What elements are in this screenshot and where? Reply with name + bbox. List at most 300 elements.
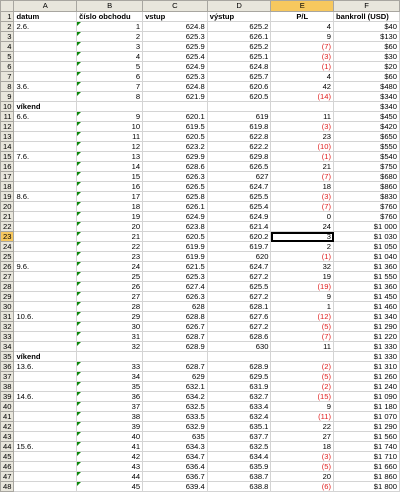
bankroll-cell[interactable]: $1 030 <box>334 232 400 242</box>
date-cell[interactable]: 10.6. <box>14 312 77 322</box>
bankroll-cell[interactable]: $650 <box>334 132 400 142</box>
pl-cell[interactable]: 23 <box>271 132 334 142</box>
trade-number-cell[interactable]: 32 <box>77 342 143 352</box>
pl-cell[interactable]: (3) <box>271 452 334 462</box>
exit-cell[interactable]: 620.2 <box>207 232 271 242</box>
row-header[interactable]: 39 <box>1 392 14 402</box>
trade-number-cell[interactable] <box>77 352 143 362</box>
row-header[interactable]: 31 <box>1 312 14 322</box>
trade-number-cell[interactable]: 5 <box>77 62 143 72</box>
row-header[interactable]: 30 <box>1 302 14 312</box>
bankroll-cell[interactable]: $1 550 <box>334 272 400 282</box>
exit-cell[interactable]: 619.7 <box>207 242 271 252</box>
trade-number-cell[interactable]: 4 <box>77 52 143 62</box>
date-cell[interactable] <box>14 292 77 302</box>
trade-number-cell[interactable]: 41 <box>77 442 143 452</box>
bankroll-cell[interactable]: $480 <box>334 82 400 92</box>
pl-cell[interactable]: 18 <box>271 182 334 192</box>
exit-cell[interactable]: 638.8 <box>207 482 271 492</box>
exit-cell[interactable] <box>207 352 271 362</box>
date-cell[interactable]: 9.6. <box>14 262 77 272</box>
exit-cell[interactable]: 625.5 <box>207 192 271 202</box>
trade-number-cell[interactable]: 17 <box>77 192 143 202</box>
date-cell[interactable] <box>14 52 77 62</box>
trade-number-cell[interactable]: 45 <box>77 482 143 492</box>
pl-cell[interactable]: (2) <box>271 382 334 392</box>
entry-cell[interactable]: 628.7 <box>143 362 208 372</box>
row-header[interactable]: 36 <box>1 362 14 372</box>
trade-number-cell[interactable]: 16 <box>77 182 143 192</box>
trade-number-cell[interactable]: 39 <box>77 422 143 432</box>
trade-number-cell[interactable]: 10 <box>77 122 143 132</box>
entry-cell[interactable]: 624.9 <box>143 212 208 222</box>
entry-cell[interactable]: 628.6 <box>143 162 208 172</box>
exit-cell[interactable]: 628.6 <box>207 332 271 342</box>
bankroll-cell[interactable]: $1 000 <box>334 222 400 232</box>
date-cell[interactable]: 8.6. <box>14 192 77 202</box>
column-header-a[interactable]: A <box>14 1 77 12</box>
trade-number-cell[interactable]: 37 <box>77 402 143 412</box>
row-header[interactable]: 12 <box>1 122 14 132</box>
header-cell-pl[interactable]: P/L <box>271 12 334 22</box>
exit-cell[interactable]: 625.5 <box>207 282 271 292</box>
bankroll-cell[interactable]: $40 <box>334 22 400 32</box>
row-header[interactable]: 43 <box>1 432 14 442</box>
bankroll-cell[interactable]: $60 <box>334 72 400 82</box>
date-cell[interactable] <box>14 272 77 282</box>
exit-cell[interactable]: 624.7 <box>207 182 271 192</box>
bankroll-cell[interactable]: $1 450 <box>334 292 400 302</box>
pl-cell[interactable]: 9 <box>271 292 334 302</box>
date-cell[interactable] <box>14 172 77 182</box>
trade-number-cell[interactable]: 42 <box>77 452 143 462</box>
exit-cell[interactable]: 626.5 <box>207 162 271 172</box>
exit-cell[interactable]: 631.9 <box>207 382 271 392</box>
date-cell[interactable] <box>14 222 77 232</box>
trade-number-cell[interactable]: 44 <box>77 472 143 482</box>
bankroll-cell[interactable]: $420 <box>334 122 400 132</box>
date-cell[interactable] <box>14 212 77 222</box>
trade-number-cell[interactable]: 22 <box>77 242 143 252</box>
date-cell[interactable] <box>14 432 77 442</box>
pl-cell[interactable]: (1) <box>271 252 334 262</box>
row-header[interactable]: 25 <box>1 252 14 262</box>
pl-cell[interactable]: 27 <box>271 432 334 442</box>
row-header[interactable]: 19 <box>1 192 14 202</box>
row-header[interactable]: 34 <box>1 342 14 352</box>
date-cell[interactable] <box>14 422 77 432</box>
row-header[interactable]: 15 <box>1 152 14 162</box>
exit-cell[interactable]: 635.1 <box>207 422 271 432</box>
trade-number-cell[interactable]: 8 <box>77 92 143 102</box>
entry-cell[interactable]: 632.9 <box>143 422 208 432</box>
row-header[interactable]: 46 <box>1 462 14 472</box>
row-header[interactable]: 40 <box>1 402 14 412</box>
trade-number-cell[interactable]: 24 <box>77 262 143 272</box>
pl-cell[interactable]: (1) <box>271 62 334 72</box>
bankroll-cell[interactable]: $1 800 <box>334 482 400 492</box>
date-cell[interactable] <box>14 402 77 412</box>
date-cell[interactable] <box>14 42 77 52</box>
row-header[interactable]: 47 <box>1 472 14 482</box>
trade-number-cell[interactable]: 31 <box>77 332 143 342</box>
bankroll-cell[interactable]: $760 <box>334 212 400 222</box>
row-header[interactable]: 6 <box>1 62 14 72</box>
date-cell[interactable] <box>14 302 77 312</box>
pl-cell[interactable]: 0 <box>271 212 334 222</box>
pl-cell[interactable]: 4 <box>271 22 334 32</box>
row-header[interactable]: 35 <box>1 352 14 362</box>
exit-cell[interactable]: 632.7 <box>207 392 271 402</box>
entry-cell[interactable]: 621.9 <box>143 92 208 102</box>
pl-cell[interactable]: 2 <box>271 242 334 252</box>
trade-number-cell[interactable]: 2 <box>77 32 143 42</box>
pl-cell[interactable]: (19) <box>271 282 334 292</box>
exit-cell[interactable]: 625.2 <box>207 22 271 32</box>
exit-cell[interactable]: 627 <box>207 172 271 182</box>
entry-cell[interactable]: 623.2 <box>143 142 208 152</box>
pl-cell[interactable]: (12) <box>271 312 334 322</box>
date-cell[interactable] <box>14 142 77 152</box>
pl-cell[interactable]: (3) <box>271 122 334 132</box>
exit-cell[interactable]: 635.9 <box>207 462 271 472</box>
trade-number-cell[interactable]: 18 <box>77 202 143 212</box>
header-cell-datum[interactable]: datum <box>14 12 77 22</box>
row-header[interactable]: 10 <box>1 102 14 112</box>
exit-cell[interactable]: 634.4 <box>207 452 271 462</box>
date-cell[interactable] <box>14 482 77 492</box>
pl-cell[interactable]: (7) <box>271 172 334 182</box>
exit-cell[interactable]: 627.2 <box>207 272 271 282</box>
entry-cell[interactable]: 632.5 <box>143 402 208 412</box>
bankroll-cell[interactable]: $1 290 <box>334 322 400 332</box>
exit-cell[interactable]: 637.7 <box>207 432 271 442</box>
bankroll-cell[interactable]: $1 290 <box>334 422 400 432</box>
row-header[interactable]: 22 <box>1 222 14 232</box>
row-header[interactable]: 21 <box>1 212 14 222</box>
trade-number-cell[interactable]: 19 <box>77 212 143 222</box>
entry-cell[interactable]: 621.5 <box>143 262 208 272</box>
date-cell[interactable] <box>14 122 77 132</box>
bankroll-cell[interactable]: $1 310 <box>334 362 400 372</box>
date-cell[interactable] <box>14 242 77 252</box>
entry-cell[interactable]: 620.1 <box>143 112 208 122</box>
exit-cell[interactable]: 629.8 <box>207 152 271 162</box>
trade-number-cell[interactable]: 1 <box>77 22 143 32</box>
date-cell[interactable] <box>14 162 77 172</box>
exit-cell[interactable]: 633.4 <box>207 402 271 412</box>
exit-cell[interactable]: 625.1 <box>207 52 271 62</box>
exit-cell[interactable]: 630 <box>207 342 271 352</box>
bankroll-cell[interactable]: $1 340 <box>334 312 400 322</box>
trade-number-cell[interactable]: 12 <box>77 142 143 152</box>
row-header[interactable]: 32 <box>1 322 14 332</box>
entry-cell[interactable]: 625.9 <box>143 42 208 52</box>
bankroll-cell[interactable]: $830 <box>334 192 400 202</box>
trade-number-cell[interactable]: 11 <box>77 132 143 142</box>
date-cell[interactable] <box>14 232 77 242</box>
exit-cell[interactable]: 625.7 <box>207 72 271 82</box>
column-header-e[interactable]: E <box>271 1 334 12</box>
bankroll-cell[interactable]: $1 260 <box>334 372 400 382</box>
select-all-corner[interactable] <box>1 1 14 12</box>
trade-number-cell[interactable]: 28 <box>77 302 143 312</box>
row-header[interactable]: 26 <box>1 262 14 272</box>
exit-cell[interactable]: 627.6 <box>207 312 271 322</box>
row-header[interactable]: 17 <box>1 172 14 182</box>
bankroll-cell[interactable]: $1 070 <box>334 412 400 422</box>
entry-cell[interactable]: 634.3 <box>143 442 208 452</box>
row-header[interactable]: 38 <box>1 382 14 392</box>
trade-number-cell[interactable]: 9 <box>77 112 143 122</box>
entry-cell[interactable]: 619.9 <box>143 252 208 262</box>
bankroll-cell[interactable]: $1 740 <box>334 442 400 452</box>
exit-cell[interactable]: 625.4 <box>207 202 271 212</box>
pl-cell[interactable]: (3) <box>271 52 334 62</box>
bankroll-cell[interactable]: $1 660 <box>334 462 400 472</box>
bankroll-cell[interactable]: $30 <box>334 52 400 62</box>
entry-cell[interactable]: 628 <box>143 302 208 312</box>
date-cell[interactable] <box>14 462 77 472</box>
bankroll-cell[interactable]: $760 <box>334 202 400 212</box>
date-cell[interactable] <box>14 92 77 102</box>
pl-cell[interactable]: (5) <box>271 462 334 472</box>
entry-cell[interactable]: 626.7 <box>143 322 208 332</box>
bankroll-cell[interactable]: $1 090 <box>334 392 400 402</box>
row-header[interactable]: 24 <box>1 242 14 252</box>
bankroll-cell[interactable]: $750 <box>334 162 400 172</box>
exit-cell[interactable]: 629.5 <box>207 372 271 382</box>
date-cell[interactable]: 14.6. <box>14 392 77 402</box>
entry-cell[interactable]: 639.4 <box>143 482 208 492</box>
date-cell[interactable] <box>14 132 77 142</box>
entry-cell[interactable]: 624.8 <box>143 22 208 32</box>
row-header[interactable]: 3 <box>1 32 14 42</box>
row-header[interactable]: 37 <box>1 372 14 382</box>
row-header[interactable]: 9 <box>1 92 14 102</box>
column-header-f[interactable]: F <box>334 1 400 12</box>
trade-number-cell[interactable]: 13 <box>77 152 143 162</box>
row-header[interactable]: 23 <box>1 232 14 242</box>
entry-cell[interactable]: 624.9 <box>143 62 208 72</box>
date-cell[interactable] <box>14 382 77 392</box>
date-cell[interactable] <box>14 472 77 482</box>
exit-cell[interactable]: 624.9 <box>207 212 271 222</box>
date-cell[interactable]: 6.6. <box>14 112 77 122</box>
row-header[interactable]: 4 <box>1 42 14 52</box>
entry-cell[interactable]: 634.7 <box>143 452 208 462</box>
bankroll-cell[interactable]: $1 220 <box>334 332 400 342</box>
row-header[interactable]: 48 <box>1 482 14 492</box>
date-cell[interactable] <box>14 372 77 382</box>
row-header[interactable]: 8 <box>1 82 14 92</box>
trade-number-cell[interactable]: 29 <box>77 312 143 322</box>
date-cell[interactable] <box>14 182 77 192</box>
trade-number-cell[interactable]: 3 <box>77 42 143 52</box>
date-cell[interactable] <box>14 252 77 262</box>
entry-cell[interactable]: 636.7 <box>143 472 208 482</box>
entry-cell[interactable] <box>143 352 208 362</box>
trade-number-cell[interactable]: 15 <box>77 172 143 182</box>
trade-number-cell[interactable]: 27 <box>77 292 143 302</box>
exit-cell[interactable]: 619 <box>207 112 271 122</box>
exit-cell[interactable]: 632.4 <box>207 412 271 422</box>
row-header[interactable]: 44 <box>1 442 14 452</box>
trade-number-cell[interactable]: 20 <box>77 222 143 232</box>
pl-cell[interactable]: 4 <box>271 72 334 82</box>
entry-cell[interactable]: 620.5 <box>143 232 208 242</box>
exit-cell[interactable]: 624.7 <box>207 262 271 272</box>
bankroll-cell[interactable]: $860 <box>334 182 400 192</box>
bankroll-cell[interactable]: $550 <box>334 142 400 152</box>
entry-cell[interactable]: 626.3 <box>143 292 208 302</box>
entry-cell[interactable]: 625.3 <box>143 32 208 42</box>
row-header[interactable]: 13 <box>1 132 14 142</box>
bankroll-cell[interactable]: $1 330 <box>334 342 400 352</box>
date-cell[interactable]: 2.6. <box>14 22 77 32</box>
trade-number-cell[interactable]: 38 <box>77 412 143 422</box>
bankroll-cell[interactable]: $1 330 <box>334 352 400 362</box>
pl-cell[interactable]: 21 <box>271 162 334 172</box>
date-cell[interactable] <box>14 412 77 422</box>
exit-cell[interactable]: 621.4 <box>207 222 271 232</box>
entry-cell[interactable]: 632.1 <box>143 382 208 392</box>
entry-cell[interactable]: 636.4 <box>143 462 208 472</box>
entry-cell[interactable]: 625.8 <box>143 192 208 202</box>
bankroll-cell[interactable]: $1 710 <box>334 452 400 462</box>
pl-cell[interactable]: 19 <box>271 272 334 282</box>
pl-cell[interactable]: 9 <box>271 402 334 412</box>
pl-cell[interactable]: 9 <box>271 32 334 42</box>
entry-cell[interactable]: 626.5 <box>143 182 208 192</box>
row-header[interactable]: 33 <box>1 332 14 342</box>
exit-cell[interactable]: 632.5 <box>207 442 271 452</box>
bankroll-cell[interactable]: $1 180 <box>334 402 400 412</box>
pl-cell[interactable]: 20 <box>271 472 334 482</box>
trade-number-cell[interactable]: 33 <box>77 362 143 372</box>
column-header-b[interactable]: B <box>77 1 143 12</box>
exit-cell[interactable] <box>207 102 271 112</box>
date-cell[interactable]: 3.6. <box>14 82 77 92</box>
row-header[interactable]: 29 <box>1 292 14 302</box>
date-cell[interactable]: víkend <box>14 352 77 362</box>
row-header[interactable]: 14 <box>1 142 14 152</box>
column-header-d[interactable]: D <box>207 1 271 12</box>
exit-cell[interactable]: 625.2 <box>207 42 271 52</box>
entry-cell[interactable]: 625.3 <box>143 272 208 282</box>
row-header[interactable]: 1 <box>1 12 14 22</box>
active-cell[interactable]: 3 <box>271 232 334 242</box>
pl-cell[interactable]: 24 <box>271 222 334 232</box>
row-header[interactable]: 11 <box>1 112 14 122</box>
bankroll-cell[interactable]: $1 360 <box>334 282 400 292</box>
trade-number-cell[interactable]: 26 <box>77 282 143 292</box>
trade-number-cell[interactable]: 6 <box>77 72 143 82</box>
pl-cell[interactable] <box>271 352 334 362</box>
bankroll-cell[interactable]: $680 <box>334 172 400 182</box>
header-cell-bankroll[interactable]: bankroll (USD) <box>334 12 400 22</box>
row-header[interactable]: 5 <box>1 52 14 62</box>
entry-cell[interactable]: 626.3 <box>143 172 208 182</box>
trade-number-cell[interactable]: 30 <box>77 322 143 332</box>
header-cell-cislo-obchodu[interactable]: číslo obchodu <box>77 12 143 22</box>
pl-cell[interactable]: 18 <box>271 442 334 452</box>
pl-cell[interactable] <box>271 102 334 112</box>
bankroll-cell[interactable]: $340 <box>334 92 400 102</box>
date-cell[interactable] <box>14 72 77 82</box>
exit-cell[interactable]: 620 <box>207 252 271 262</box>
pl-cell[interactable]: (7) <box>271 332 334 342</box>
date-cell[interactable]: 7.6. <box>14 152 77 162</box>
pl-cell[interactable]: 11 <box>271 112 334 122</box>
trade-number-cell[interactable]: 14 <box>77 162 143 172</box>
trade-number-cell[interactable]: 43 <box>77 462 143 472</box>
entry-cell[interactable]: 628.7 <box>143 332 208 342</box>
row-header[interactable]: 18 <box>1 182 14 192</box>
trade-number-cell[interactable]: 36 <box>77 392 143 402</box>
row-header[interactable]: 2 <box>1 22 14 32</box>
pl-cell[interactable]: (5) <box>271 372 334 382</box>
entry-cell[interactable]: 620.5 <box>143 132 208 142</box>
entry-cell[interactable] <box>143 102 208 112</box>
pl-cell[interactable]: (2) <box>271 362 334 372</box>
entry-cell[interactable]: 623.8 <box>143 222 208 232</box>
pl-cell[interactable]: (7) <box>271 42 334 52</box>
trade-number-cell[interactable]: 35 <box>77 382 143 392</box>
pl-cell[interactable]: 1 <box>271 302 334 312</box>
trade-number-cell[interactable]: 21 <box>77 232 143 242</box>
bankroll-cell[interactable]: $60 <box>334 42 400 52</box>
header-cell-vystup[interactable]: výstup <box>207 12 271 22</box>
trade-number-cell[interactable]: 23 <box>77 252 143 262</box>
entry-cell[interactable]: 627.4 <box>143 282 208 292</box>
exit-cell[interactable]: 638.7 <box>207 472 271 482</box>
date-cell[interactable] <box>14 332 77 342</box>
row-header[interactable]: 45 <box>1 452 14 462</box>
entry-cell[interactable]: 635 <box>143 432 208 442</box>
bankroll-cell[interactable]: $130 <box>334 32 400 42</box>
date-cell[interactable] <box>14 32 77 42</box>
date-cell[interactable] <box>14 202 77 212</box>
exit-cell[interactable]: 620.6 <box>207 82 271 92</box>
date-cell[interactable]: víkend <box>14 102 77 112</box>
exit-cell[interactable]: 622.2 <box>207 142 271 152</box>
exit-cell[interactable]: 620.5 <box>207 92 271 102</box>
entry-cell[interactable]: 628.8 <box>143 312 208 322</box>
trade-number-cell[interactable]: 25 <box>77 272 143 282</box>
pl-cell[interactable]: 11 <box>271 342 334 352</box>
exit-cell[interactable]: 627.2 <box>207 322 271 332</box>
column-header-c[interactable]: C <box>143 1 208 12</box>
entry-cell[interactable]: 619.9 <box>143 242 208 252</box>
bankroll-cell[interactable]: $1 240 <box>334 382 400 392</box>
date-cell[interactable] <box>14 282 77 292</box>
exit-cell[interactable]: 622.8 <box>207 132 271 142</box>
entry-cell[interactable]: 625.4 <box>143 52 208 62</box>
bankroll-cell[interactable]: $1 040 <box>334 252 400 262</box>
bankroll-cell[interactable]: $1 460 <box>334 302 400 312</box>
header-cell-vstup[interactable]: vstup <box>143 12 208 22</box>
bankroll-cell[interactable]: $1 860 <box>334 472 400 482</box>
pl-cell[interactable]: (5) <box>271 322 334 332</box>
bankroll-cell[interactable]: $340 <box>334 102 400 112</box>
entry-cell[interactable]: 629 <box>143 372 208 382</box>
exit-cell[interactable]: 627.2 <box>207 292 271 302</box>
row-header[interactable]: 20 <box>1 202 14 212</box>
pl-cell[interactable]: (3) <box>271 192 334 202</box>
entry-cell[interactable]: 628.9 <box>143 342 208 352</box>
entry-cell[interactable]: 634.2 <box>143 392 208 402</box>
